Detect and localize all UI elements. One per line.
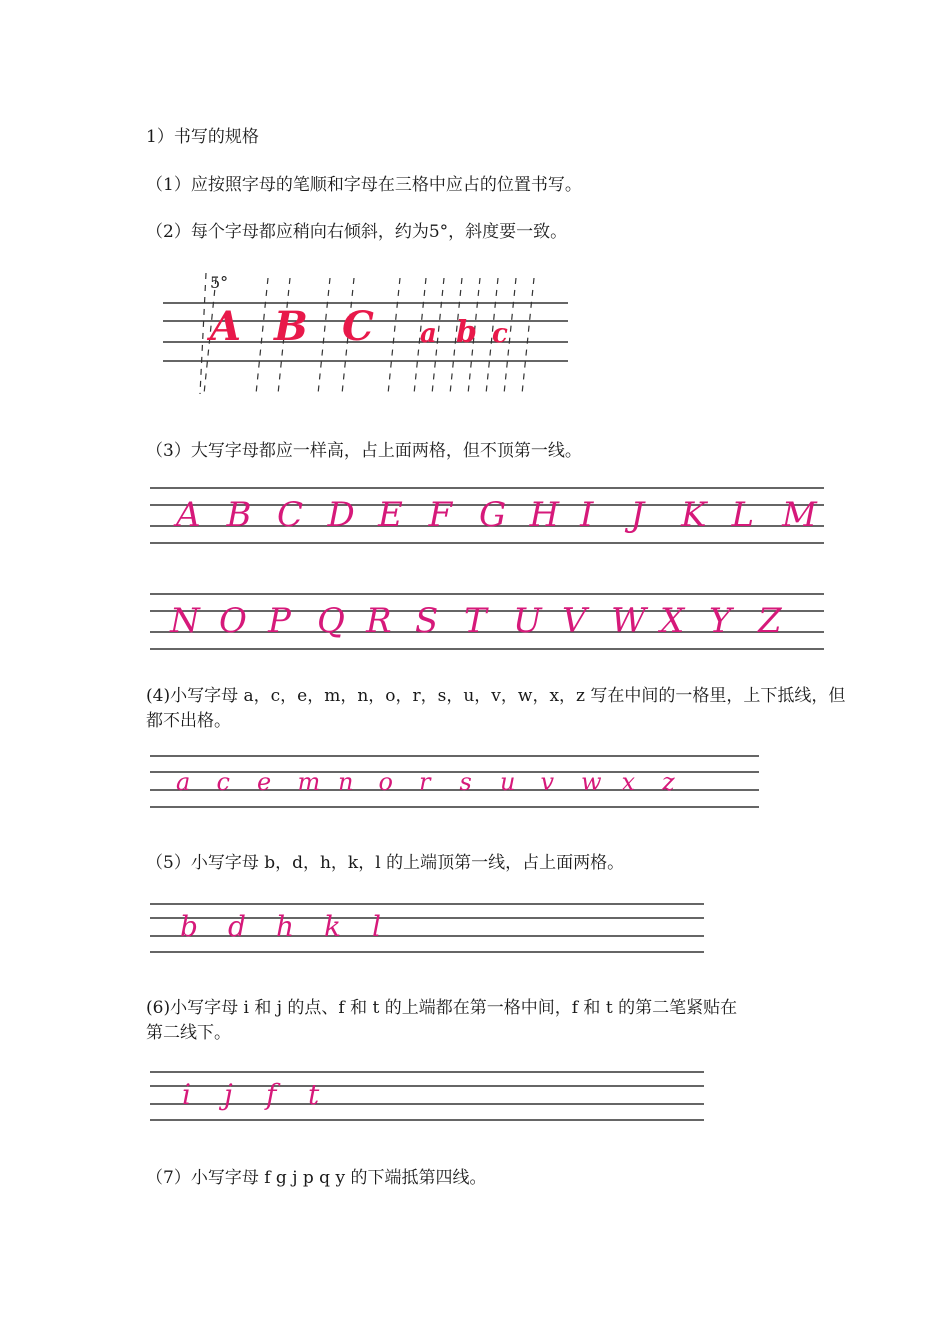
slant-guide-line bbox=[522, 278, 534, 394]
capital-letter-K: K bbox=[681, 495, 707, 535]
capital-letter-H: H bbox=[529, 495, 560, 535]
slant-letter-B: B bbox=[274, 303, 308, 350]
middle-letter-u: u bbox=[500, 768, 516, 796]
middle-letter-n: n bbox=[338, 768, 354, 796]
rule-6-line-1: (6)小写字母 i 和 j 的点、f 和 t 的上端都在第一格中间，f 和 t 的第二笔紧贴在 bbox=[146, 998, 738, 1018]
rule-4-line-1: (4)小写字母 a，c，e，m，n，o，r，s，u，v，w，x，z 写在中间的一格里，上下抵线，但 bbox=[146, 686, 846, 706]
rule-3: （3）大写字母都应一样高，占上面两格，但不顶第一线。 bbox=[146, 441, 582, 461]
capital-letter-Z: Z bbox=[758, 601, 782, 641]
middle-letter-m: m bbox=[297, 768, 321, 796]
capital-letter-X: X bbox=[660, 601, 685, 641]
capital-letter-Q: Q bbox=[317, 601, 345, 641]
capital-letter-B: B bbox=[226, 495, 252, 535]
capital-letter-S: S bbox=[415, 601, 439, 641]
ascender-letter-k: k bbox=[324, 910, 341, 943]
slant-letter-c: c bbox=[492, 319, 508, 349]
middle-letter-a: a bbox=[176, 768, 191, 796]
dot-letter-i: i bbox=[182, 1078, 191, 1111]
capital-letter-I: I bbox=[580, 495, 594, 535]
middle-letter-w: w bbox=[581, 768, 602, 796]
capital-letter-N: N bbox=[170, 601, 200, 641]
capital-letter-L: L bbox=[731, 495, 755, 535]
middle-letter-r: r bbox=[419, 768, 431, 796]
capital-letter-V: V bbox=[562, 601, 587, 641]
capital-letter-J: J bbox=[630, 495, 645, 535]
middle-letter-v: v bbox=[540, 768, 555, 796]
slant-letter-a: a bbox=[420, 319, 437, 349]
ascender-letter-h: h bbox=[276, 910, 295, 943]
ascender-letter-b: b bbox=[180, 910, 198, 943]
capital-letter-O: O bbox=[219, 601, 247, 641]
capital-letter-M: M bbox=[782, 495, 817, 535]
capital-letter-P: P bbox=[268, 601, 291, 641]
capital-letter-G: G bbox=[479, 495, 507, 535]
capital-letter-A: A bbox=[176, 495, 201, 535]
dot-letter-f: f bbox=[266, 1078, 277, 1111]
capital-letter-T: T bbox=[464, 601, 487, 641]
dot-letter-t: t bbox=[308, 1078, 320, 1111]
middle-letter-o: o bbox=[378, 768, 393, 796]
rule-5: （5）小写字母 b，d，h，k，l 的上端顶第一线，占上面两格。 bbox=[146, 853, 625, 873]
ascender-letter-d: d bbox=[228, 910, 246, 943]
rule-2: （2）每个字母都应稍向右倾斜，约为5°，斜度要一致。 bbox=[146, 222, 568, 242]
capital-letter-R: R bbox=[366, 601, 392, 641]
slant-letter-b: b bbox=[456, 315, 477, 350]
capital-letter-U: U bbox=[513, 601, 542, 641]
capital-letter-W: W bbox=[611, 601, 646, 641]
slant-guide-line bbox=[318, 278, 330, 394]
rule-6-line-2: 第二线下。 bbox=[146, 1023, 231, 1043]
dot-letter-j: j bbox=[224, 1078, 233, 1111]
capitals-row-1-figure bbox=[148, 482, 828, 548]
slant-letter-C: C bbox=[342, 303, 374, 350]
middle-letter-e: e bbox=[257, 768, 272, 796]
slant-guide-line bbox=[256, 278, 268, 394]
capital-letter-D: D bbox=[327, 495, 355, 535]
section-heading: 1）书写的规格 bbox=[146, 127, 259, 147]
capital-letter-F: F bbox=[428, 495, 453, 535]
rule-4-line-2: 都不出格。 bbox=[146, 711, 231, 731]
middle-letter-c: c bbox=[216, 768, 230, 796]
slant-guide-line bbox=[388, 278, 400, 394]
capital-letter-E: E bbox=[378, 495, 403, 535]
capitals-row-2-figure bbox=[148, 588, 828, 654]
ascender-letter-l: l bbox=[372, 910, 381, 943]
middle-letter-z: z bbox=[662, 768, 675, 796]
vertical-reference-line bbox=[200, 273, 206, 394]
slant-diagram bbox=[158, 268, 573, 398]
middle-letters-figure bbox=[148, 750, 763, 814]
rule-7: （7）小写字母 f g j p q y 的下端抵第四线。 bbox=[146, 1168, 487, 1188]
ascender-letters-figure bbox=[148, 898, 708, 960]
slant-angle-label: 5° bbox=[210, 273, 229, 292]
middle-letter-s: s bbox=[459, 768, 472, 796]
slant-letter-A: A bbox=[210, 303, 242, 350]
capital-letter-Y: Y bbox=[709, 601, 732, 641]
capital-letter-C: C bbox=[277, 495, 304, 535]
rule-1: （1）应按照字母的笔顺和字母在三格中应占的位置书写。 bbox=[146, 175, 582, 195]
dot-letters-figure bbox=[148, 1066, 708, 1128]
middle-letter-x: x bbox=[621, 768, 636, 796]
